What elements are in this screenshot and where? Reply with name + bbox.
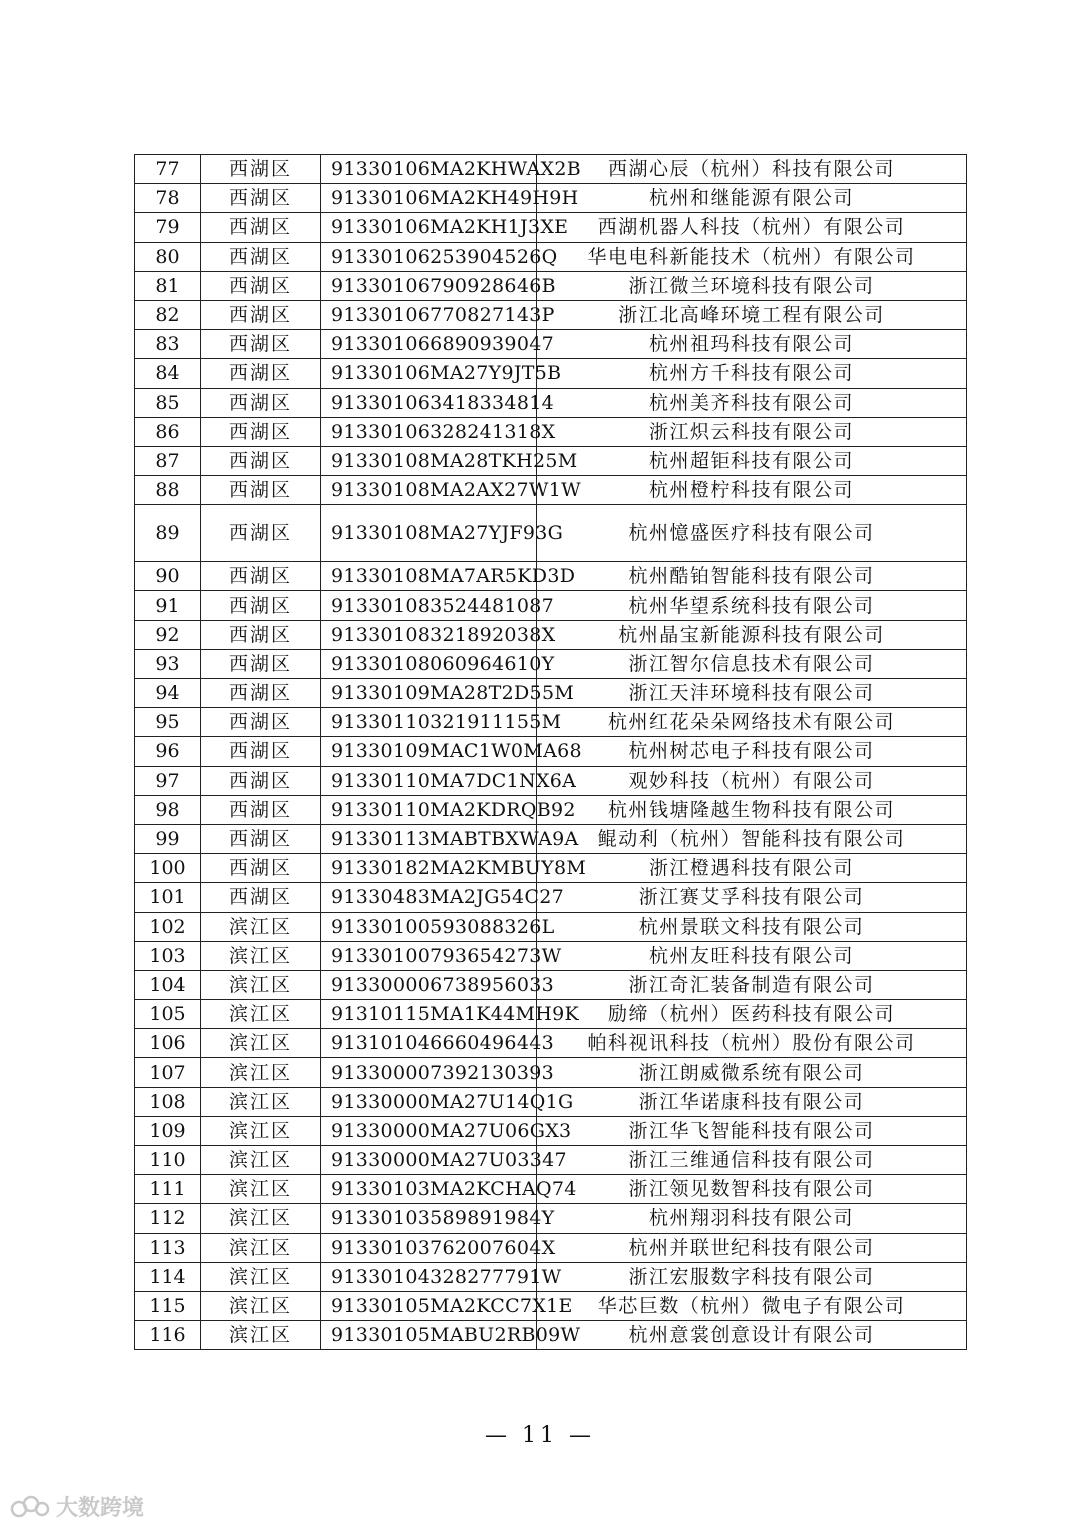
credit-code-cell: 91330108MA27YJF93G	[321, 505, 537, 562]
company-name-cell: 杭州和继能源有限公司	[537, 184, 967, 213]
company-name-cell: 杭州祖玛科技有限公司	[537, 330, 967, 359]
district-cell: 滨江区	[201, 1204, 321, 1233]
district-cell: 西湖区	[201, 213, 321, 242]
row-number-cell: 100	[135, 854, 201, 883]
row-number-cell: 83	[135, 330, 201, 359]
table-row	[135, 1175, 967, 1204]
table-row	[135, 970, 967, 999]
company-name-cell: 浙江奇汇装备制造有限公司	[537, 970, 967, 999]
row-number-cell: 99	[135, 824, 201, 853]
row-number-cell: 90	[135, 562, 201, 591]
company-name-cell: 浙江智尔信息技术有限公司	[537, 649, 967, 678]
company-name-cell: 杭州美齐科技有限公司	[537, 388, 967, 417]
district-cell: 西湖区	[201, 155, 321, 184]
table-row	[135, 766, 967, 795]
credit-code-cell: 91330105MA2KCC7X1E	[321, 1291, 537, 1320]
district-cell: 西湖区	[201, 649, 321, 678]
district-cell: 西湖区	[201, 446, 321, 475]
table-row	[135, 649, 967, 678]
table-row	[135, 912, 967, 941]
row-number-cell: 106	[135, 1029, 201, 1058]
credit-code-cell: 91330113MABTBXWA9A	[321, 824, 537, 853]
company-name-cell: 杭州树芯电子科技有限公司	[537, 737, 967, 766]
row-number-cell: 108	[135, 1087, 201, 1116]
credit-code-cell: 91310115MA1K44MH9K	[321, 1000, 537, 1029]
company-name-cell: 杭州友旺科技有限公司	[537, 941, 967, 970]
table-body	[135, 155, 967, 1350]
row-number-cell: 114	[135, 1262, 201, 1291]
table-row	[135, 213, 967, 242]
credit-code-cell: 91330108060964610Y	[321, 649, 537, 678]
district-cell: 滨江区	[201, 1116, 321, 1145]
district-cell: 西湖区	[201, 824, 321, 853]
row-number-cell: 87	[135, 446, 201, 475]
credit-code-cell: 91330106790928646B	[321, 271, 537, 300]
table-row	[135, 1233, 967, 1262]
district-cell: 西湖区	[201, 300, 321, 329]
company-name-cell: 杭州超钜科技有限公司	[537, 446, 967, 475]
row-number-cell: 94	[135, 679, 201, 708]
company-name-cell: 杭州橙柠科技有限公司	[537, 476, 967, 505]
district-cell: 滨江区	[201, 1291, 321, 1320]
district-cell: 滨江区	[201, 1321, 321, 1350]
company-name-cell: 浙江华飞智能科技有限公司	[537, 1116, 967, 1145]
row-number-cell: 91	[135, 591, 201, 620]
table-row	[135, 155, 967, 184]
company-name-cell: 西湖机器人科技（杭州）有限公司	[537, 213, 967, 242]
company-name-cell: 浙江华诺康科技有限公司	[537, 1087, 967, 1116]
credit-code-cell: 913101046660496443	[321, 1029, 537, 1058]
row-number-cell: 81	[135, 271, 201, 300]
company-name-cell: 浙江赛艾孚科技有限公司	[537, 883, 967, 912]
credit-code-cell: 91330108MA2AX27W1W	[321, 476, 537, 505]
credit-code-cell: 91330106MA2KHWAX2B	[321, 155, 537, 184]
watermark-text: 大数跨境	[56, 1496, 145, 1521]
credit-code-cell: 91330000MA27U03347	[321, 1146, 537, 1175]
company-name-cell: 浙江炽云科技有限公司	[537, 417, 967, 446]
company-name-cell: 浙江天沣环境科技有限公司	[537, 679, 967, 708]
table-row	[135, 883, 967, 912]
company-name-cell: 杭州方千科技有限公司	[537, 359, 967, 388]
row-number-cell: 103	[135, 941, 201, 970]
table-row	[135, 1116, 967, 1145]
credit-code-cell: 91330110MA7DC1NX6A	[321, 766, 537, 795]
row-number-cell: 113	[135, 1233, 201, 1262]
table-row	[135, 679, 967, 708]
company-name-cell: 杭州晶宝新能源科技有限公司	[537, 620, 967, 649]
credit-code-cell: 91330108MA28TKH25M	[321, 446, 537, 475]
district-cell: 西湖区	[201, 242, 321, 271]
row-number-cell: 84	[135, 359, 201, 388]
company-name-cell: 励缔（杭州）医药科技有限公司	[537, 1000, 967, 1029]
table-row	[135, 271, 967, 300]
row-number-cell: 85	[135, 388, 201, 417]
company-name-cell: 浙江领见数智科技有限公司	[537, 1175, 967, 1204]
table-row	[135, 330, 967, 359]
district-cell: 滨江区	[201, 1175, 321, 1204]
company-name-cell: 浙江微兰环境科技有限公司	[537, 271, 967, 300]
row-number-cell: 101	[135, 883, 201, 912]
row-number-cell: 97	[135, 766, 201, 795]
credit-code-cell: 913301063418334814	[321, 388, 537, 417]
row-number-cell: 105	[135, 1000, 201, 1029]
row-number-cell: 88	[135, 476, 201, 505]
credit-code-cell: 91330108321892038X	[321, 620, 537, 649]
district-cell: 西湖区	[201, 271, 321, 300]
row-number-cell: 80	[135, 242, 201, 271]
district-cell: 滨江区	[201, 1262, 321, 1291]
table-row	[135, 737, 967, 766]
credit-code-cell: 91330106MA27Y9JT5B	[321, 359, 537, 388]
district-cell: 滨江区	[201, 1058, 321, 1087]
company-name-cell: 浙江北高峰环境工程有限公司	[537, 300, 967, 329]
row-number-cell: 112	[135, 1204, 201, 1233]
table-row	[135, 1204, 967, 1233]
row-number-cell: 79	[135, 213, 201, 242]
credit-code-cell: 91330103MA2KCHAQ74	[321, 1175, 537, 1204]
company-name-cell: 浙江朗威微系统有限公司	[537, 1058, 967, 1087]
table-row	[135, 795, 967, 824]
credit-code-cell: 91330106770827143P	[321, 300, 537, 329]
credit-code-cell: 91330110321911155M	[321, 708, 537, 737]
table-row	[135, 505, 967, 562]
credit-code-cell: 913301066890939047	[321, 330, 537, 359]
credit-code-cell: 91330182MA2KMBUY8M	[321, 854, 537, 883]
table-row	[135, 388, 967, 417]
row-number-cell: 82	[135, 300, 201, 329]
district-cell: 西湖区	[201, 591, 321, 620]
table-row	[135, 1087, 967, 1116]
district-cell: 西湖区	[201, 330, 321, 359]
district-cell: 西湖区	[201, 795, 321, 824]
table-row	[135, 300, 967, 329]
table-row	[135, 242, 967, 271]
company-name-cell: 杭州钱塘隆越生物科技有限公司	[537, 795, 967, 824]
district-cell: 西湖区	[201, 417, 321, 446]
credit-code-cell: 91330105MABU2RB09W	[321, 1321, 537, 1350]
row-number-cell: 102	[135, 912, 201, 941]
credit-code-cell: 913301083524481087	[321, 591, 537, 620]
page-number: — 11 —	[485, 1423, 595, 1448]
table-row	[135, 184, 967, 213]
credit-code-cell: 91330000MA27U06GX3	[321, 1116, 537, 1145]
district-cell: 滨江区	[201, 1146, 321, 1175]
credit-code-cell: 91330100793654273W	[321, 941, 537, 970]
credit-code-cell: 91330000MA27U14Q1G	[321, 1087, 537, 1116]
district-cell: 西湖区	[201, 505, 321, 562]
company-name-cell: 观妙科技（杭州）有限公司	[537, 766, 967, 795]
row-number-cell: 96	[135, 737, 201, 766]
credit-code-cell: 91330100593088326L	[321, 912, 537, 941]
credit-code-cell: 913300006738956033	[321, 970, 537, 999]
district-cell: 滨江区	[201, 970, 321, 999]
district-cell: 西湖区	[201, 388, 321, 417]
credit-code-cell: 913300007392130393	[321, 1058, 537, 1087]
table-row	[135, 1321, 967, 1350]
row-number-cell: 110	[135, 1146, 201, 1175]
company-name-cell: 杭州意裳创意设计有限公司	[537, 1321, 967, 1350]
table-row	[135, 359, 967, 388]
credit-code-cell: 91330110MA2KDRQB92	[321, 795, 537, 824]
company-name-cell: 杭州并联世纪科技有限公司	[537, 1233, 967, 1262]
credit-code-cell: 91330103762007604X	[321, 1233, 537, 1262]
company-name-cell: 杭州华望系统科技有限公司	[537, 591, 967, 620]
company-name-cell: 鲲动利（杭州）智能科技有限公司	[537, 824, 967, 853]
table-row	[135, 446, 967, 475]
table-row	[135, 941, 967, 970]
table-row	[135, 1058, 967, 1087]
table-row	[135, 1029, 967, 1058]
company-name-cell: 杭州翔羽科技有限公司	[537, 1204, 967, 1233]
district-cell: 西湖区	[201, 679, 321, 708]
company-name-cell: 西湖心辰（杭州）科技有限公司	[537, 155, 967, 184]
table-row	[135, 591, 967, 620]
table-row	[135, 1146, 967, 1175]
row-number-cell: 78	[135, 184, 201, 213]
credit-code-cell: 91330106328241318X	[321, 417, 537, 446]
district-cell: 西湖区	[201, 737, 321, 766]
district-cell: 西湖区	[201, 562, 321, 591]
company-name-cell: 杭州红花朵朵网络技术有限公司	[537, 708, 967, 737]
district-cell: 西湖区	[201, 708, 321, 737]
district-cell: 西湖区	[201, 883, 321, 912]
credit-code-cell: 91330103589891984Y	[321, 1204, 537, 1233]
district-cell: 滨江区	[201, 1087, 321, 1116]
district-cell: 西湖区	[201, 476, 321, 505]
watermark-logo-icon	[10, 1493, 50, 1521]
company-list-table	[134, 154, 967, 1350]
credit-code-cell: 91330104328277791W	[321, 1262, 537, 1291]
row-number-cell: 111	[135, 1175, 201, 1204]
district-cell: 滨江区	[201, 912, 321, 941]
row-number-cell: 104	[135, 970, 201, 999]
company-name-cell: 浙江橙遇科技有限公司	[537, 854, 967, 883]
district-cell: 西湖区	[201, 854, 321, 883]
company-name-cell: 华芯巨数（杭州）微电子有限公司	[537, 1291, 967, 1320]
table-row	[135, 1291, 967, 1320]
row-number-cell: 77	[135, 155, 201, 184]
company-name-cell: 杭州景联文科技有限公司	[537, 912, 967, 941]
row-number-cell: 92	[135, 620, 201, 649]
row-number-cell: 86	[135, 417, 201, 446]
company-name-cell: 杭州憶盛医疗科技有限公司	[537, 505, 967, 562]
company-name-cell: 华电电科新能技术（杭州）有限公司	[537, 242, 967, 271]
row-number-cell: 115	[135, 1291, 201, 1320]
table-row	[135, 417, 967, 446]
credit-code-cell: 91330108MA7AR5KD3D	[321, 562, 537, 591]
district-cell: 西湖区	[201, 184, 321, 213]
table-row	[135, 476, 967, 505]
watermark	[10, 1491, 144, 1522]
credit-code-cell: 91330483MA2JG54C27	[321, 883, 537, 912]
row-number-cell: 107	[135, 1058, 201, 1087]
row-number-cell: 109	[135, 1116, 201, 1145]
district-cell: 滨江区	[201, 1029, 321, 1058]
company-name-cell: 浙江三维通信科技有限公司	[537, 1146, 967, 1175]
table-row	[135, 708, 967, 737]
row-number-cell: 89	[135, 505, 201, 562]
row-number-cell: 98	[135, 795, 201, 824]
credit-code-cell: 91330109MAC1W0MA68	[321, 737, 537, 766]
table-row	[135, 824, 967, 853]
table-row	[135, 1000, 967, 1029]
company-name-cell: 帕科视讯科技（杭州）股份有限公司	[537, 1029, 967, 1058]
district-cell: 滨江区	[201, 1000, 321, 1029]
district-cell: 西湖区	[201, 766, 321, 795]
district-cell: 滨江区	[201, 1233, 321, 1262]
company-name-cell: 杭州酷铂智能科技有限公司	[537, 562, 967, 591]
row-number-cell: 116	[135, 1321, 201, 1350]
company-name-cell: 浙江宏服数字科技有限公司	[537, 1262, 967, 1291]
credit-code-cell: 91330106253904526Q	[321, 242, 537, 271]
district-cell: 滨江区	[201, 941, 321, 970]
district-cell: 西湖区	[201, 620, 321, 649]
credit-code-cell: 91330109MA28T2D55M	[321, 679, 537, 708]
credit-code-cell: 91330106MA2KH49H9H	[321, 184, 537, 213]
district-cell: 西湖区	[201, 359, 321, 388]
row-number-cell: 95	[135, 708, 201, 737]
table-row	[135, 620, 967, 649]
row-number-cell: 93	[135, 649, 201, 678]
table-row	[135, 854, 967, 883]
table-row	[135, 1262, 967, 1291]
table-row	[135, 562, 967, 591]
credit-code-cell: 91330106MA2KH1J3XE	[321, 213, 537, 242]
